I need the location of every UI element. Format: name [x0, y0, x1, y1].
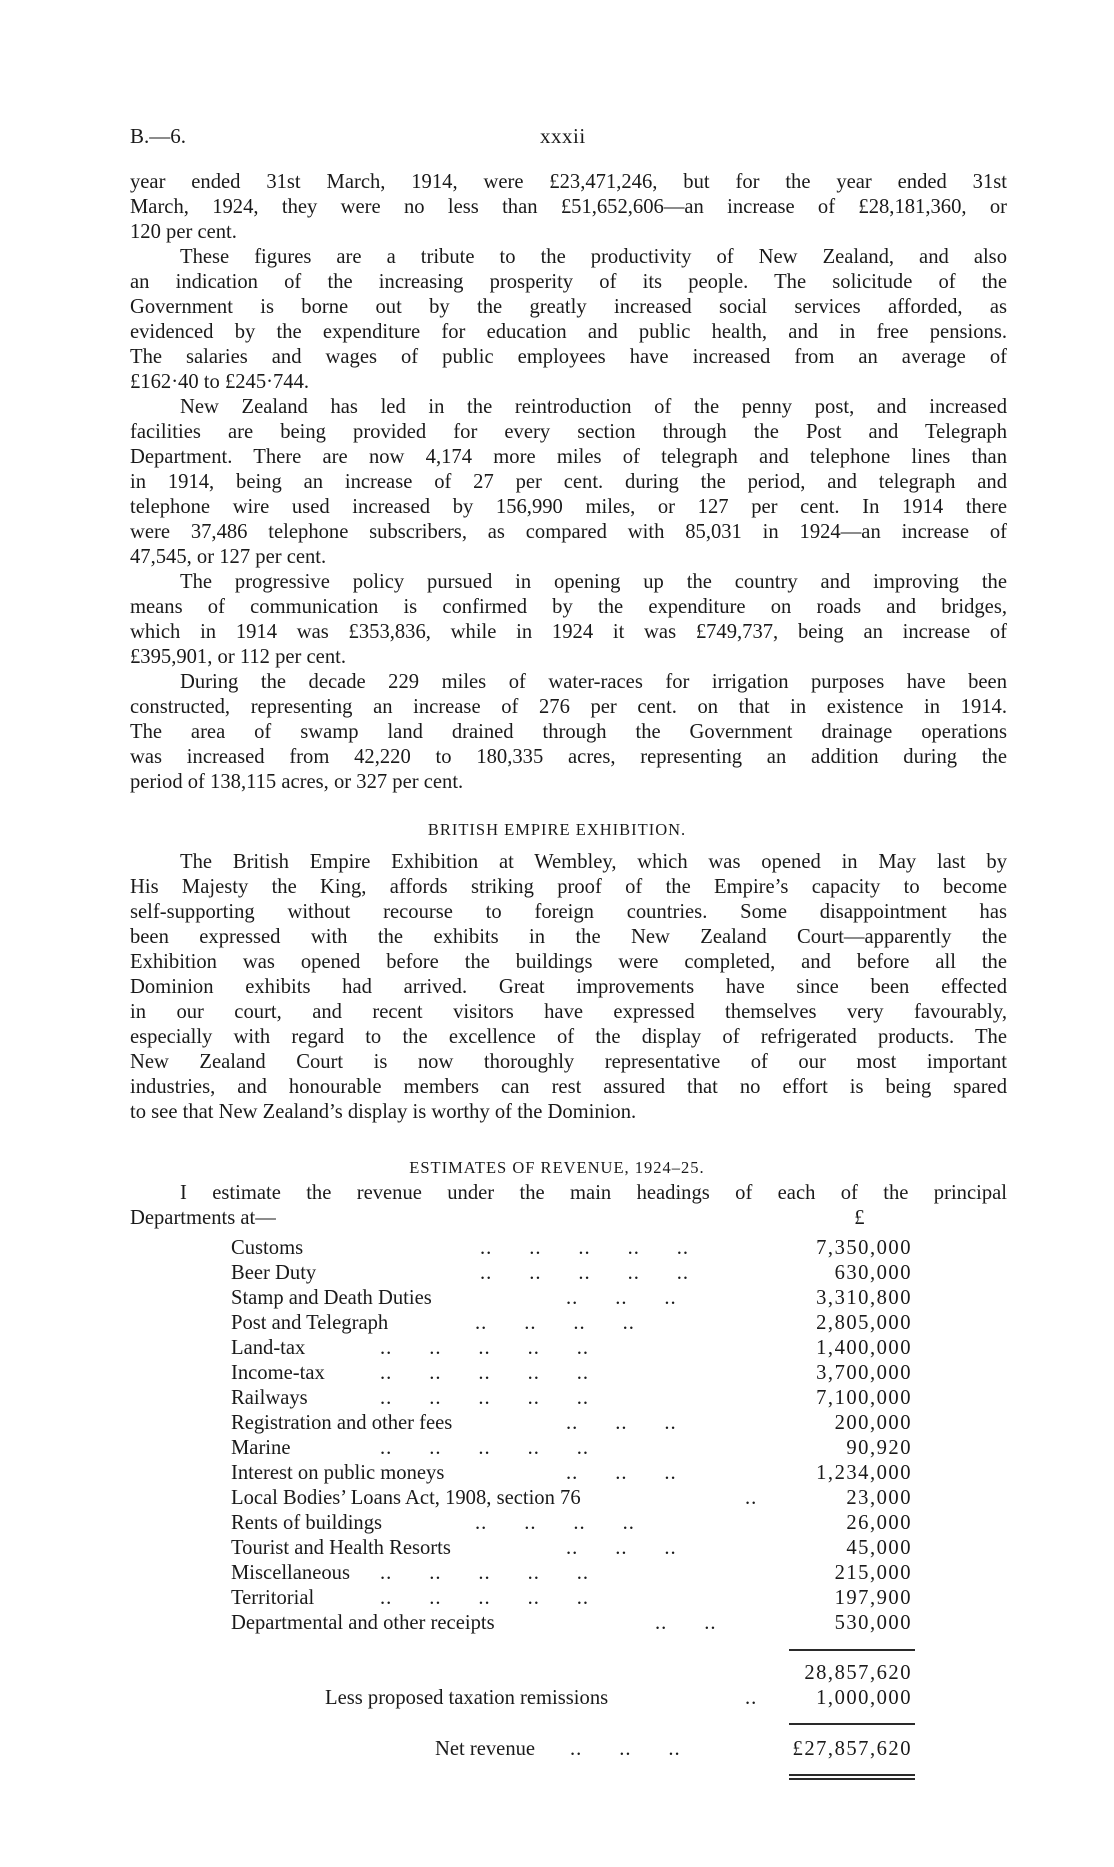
leader-dots: .. .. .. ..	[475, 1312, 635, 1334]
document-reference: B.—6.	[130, 124, 187, 148]
leader-dots: .. .. .. .. ..	[480, 1237, 690, 1259]
leader-dots: .. .. .. .. ..	[380, 1387, 590, 1409]
text-line: evidenced by the expenditure for education and public health, and in free pensions.	[130, 321, 1007, 343]
row-amount: 3,310,800	[816, 1287, 912, 1309]
row-label: Registration and other fees	[231, 1412, 453, 1434]
text-line: in our court, and recent visitors have expressed themselves very favourably,	[130, 1001, 1007, 1023]
text-line: which in 1914 was £353,836, while in 1924 it was £749,737, being an increase of	[130, 621, 1007, 643]
leader-dots: .. .. .. .. ..	[380, 1362, 590, 1384]
row-amount: 45,000	[846, 1537, 912, 1559]
text-line: The salaries and wages of public employees have increased from an average of	[130, 346, 1007, 368]
row-label: Miscellaneous	[231, 1562, 350, 1584]
text-line: Government is borne out by the greatly increased social services afforded, as	[130, 296, 1007, 318]
net-revenue-label: Net revenue	[435, 1738, 536, 1760]
text-line: March, 1924, they were no less than £51,652,606—an increase of £28,181,360, or	[130, 196, 1007, 218]
leader-dots: .. .. ..	[566, 1537, 677, 1559]
text-line: His Majesty the King, affords striking proof of the Empire’s capacity to become	[130, 876, 1007, 898]
row-amount: 90,920	[846, 1437, 912, 1459]
currency-column-header: £	[854, 1207, 866, 1229]
row-amount: 3,700,000	[816, 1362, 912, 1384]
row-amount: 26,000	[846, 1512, 912, 1534]
text-line: to see that New Zealand’s display is worthy of the Dominion.	[130, 1101, 637, 1123]
text-line: especially with regard to the excellence of the display of refrigerated products. The	[130, 1026, 1007, 1048]
row-label: Stamp and Death Duties	[231, 1287, 432, 1309]
text-line: was increased from 42,220 to 180,335 acres, representing an addition during the	[130, 746, 1007, 768]
row-label: Tourist and Health Resorts	[231, 1537, 451, 1559]
section-heading-estimates: ESTIMATES OF REVENUE, 1924–25.	[409, 1158, 705, 1177]
text-line: £162·40 to £245·744.	[130, 371, 310, 393]
leader-dots: .. .. .. .. ..	[380, 1587, 590, 1609]
text-line: an indication of the increasing prosperity of its people. The solicitude of the	[130, 271, 1007, 293]
text-line: Exhibition was opened before the buildings were completed, and before all the	[130, 951, 1007, 973]
row-amount: 7,100,000	[816, 1387, 912, 1409]
text-line: year ended 31st March, 1914, were £23,471,246, but for the year ended 31st	[130, 171, 1007, 193]
leader-dots: .. .. .. .. ..	[480, 1262, 690, 1284]
paragraph-roads-bridges	[130, 570, 1007, 670]
leader-dots: ..	[745, 1487, 758, 1509]
text-line: 120 per cent.	[130, 221, 237, 243]
text-line: These figures are a tribute to the productivity of New Zealand, and also	[180, 246, 1007, 268]
paragraph-revenue-comparison	[130, 170, 1007, 245]
text-line: 47,545, or 127 per cent.	[130, 546, 327, 568]
page-number: xxxii	[540, 124, 586, 148]
row-amount: 2,805,000	[816, 1312, 912, 1334]
leader-dots: .. .. ..	[566, 1462, 677, 1484]
paragraph-post-telegraph	[130, 395, 1007, 570]
text-line: means of communication is confirmed by the expenditure on roads and bridges,	[130, 596, 1007, 618]
row-amount: 1,400,000	[816, 1337, 912, 1359]
text-line: £395,901, or 112 per cent.	[130, 646, 346, 668]
leader-dots: .. .. .. .. ..	[380, 1562, 590, 1584]
text-line: Dominion exhibits had arrived. Great improvements have since been effected	[130, 976, 1007, 998]
total-rule	[789, 1723, 915, 1725]
leader-dots: .. .. .. ..	[475, 1512, 635, 1534]
text-line: industries, and honourable members can rest assured that no effort is being spared	[130, 1076, 1007, 1098]
row-label: Land-tax	[231, 1337, 306, 1359]
text-line: been expressed with the exhibits in the New Zealand Court—apparently the	[130, 926, 1007, 948]
paragraph-exhibition	[130, 850, 1007, 1125]
text-line: telephone wire used increased by 156,990 miles, or 127 per cent. In 1914 there	[130, 496, 1007, 518]
subtotal-amount: 28,857,620	[804, 1662, 912, 1684]
row-amount: 23,000	[846, 1487, 912, 1509]
text-line: facilities are being provided for every section through the Post and Telegraph	[130, 421, 1007, 443]
text-line: New Zealand Court is now thoroughly representative of our most important	[130, 1051, 1007, 1073]
leader-dots: .. .. .. .. ..	[380, 1437, 590, 1459]
row-amount: 7,350,000	[816, 1237, 912, 1259]
section-heading-exhibition: BRITISH EMPIRE EXHIBITION.	[427, 820, 687, 839]
net-revenue-amount: £27,857,620	[792, 1738, 912, 1760]
text-line: The area of swamp land drained through the Government drainage operations	[130, 721, 1007, 743]
row-label: Interest on public moneys	[231, 1462, 445, 1484]
row-amount: 530,000	[834, 1612, 912, 1634]
text-line: New Zealand has led in the reintroduction of the penny post, and increased	[180, 396, 1007, 418]
remissions-label: Less proposed taxation remissions	[325, 1687, 609, 1709]
row-amount: 197,900	[834, 1587, 912, 1609]
row-label: Departmental and other receipts	[231, 1612, 495, 1634]
paragraph-estimates-intro	[130, 1181, 1007, 1231]
row-label: Marine	[231, 1437, 291, 1459]
row-amount: 215,000	[834, 1562, 912, 1584]
text-line: The progressive policy pursued in opening up the country and improving the	[180, 571, 1007, 593]
leader-dots: .. .. ..	[566, 1287, 677, 1309]
text-line: Department. There are now 4,174 more miles of telegraph and telephone lines than	[130, 446, 1007, 468]
remissions-amount: 1,000,000	[816, 1687, 912, 1709]
text-line: The British Empire Exhibition at Wembley, which was opened in May last by	[180, 851, 1007, 873]
paragraph-irrigation-drainage	[130, 670, 1007, 795]
row-label: Rents of buildings	[231, 1512, 383, 1534]
subtotal-rule	[789, 1649, 915, 1651]
text-line: I estimate the revenue under the main headings of each of the principal	[180, 1182, 1007, 1204]
row-label: Local Bodies’ Loans Act, 1908, section 76	[231, 1487, 581, 1509]
row-label: Territorial	[231, 1587, 315, 1609]
text-line: Departments at—	[130, 1207, 276, 1229]
text-line: period of 138,115 acres, or 327 per cent.	[130, 771, 464, 793]
leader-dots: .. .. ..	[566, 1412, 677, 1434]
leader-dots: .. .. .. .. ..	[380, 1337, 590, 1359]
leader-dots: ..	[745, 1687, 758, 1709]
text-line: self-supporting without recourse to foreign countries. Some disappointment has	[130, 901, 1007, 923]
net-total-double-rule	[789, 1774, 915, 1776]
row-label: Income-tax	[231, 1362, 325, 1384]
row-label: Customs	[231, 1237, 304, 1259]
leader-dots: .. .. ..	[570, 1738, 681, 1760]
row-label: Beer Duty	[231, 1262, 317, 1284]
row-label: Railways	[231, 1387, 308, 1409]
row-amount: 630,000	[834, 1262, 912, 1284]
row-label: Post and Telegraph	[231, 1312, 389, 1334]
paragraph-prosperity	[130, 245, 1007, 395]
text-line: During the decade 229 miles of water-races for irrigation purposes have been	[180, 671, 1007, 693]
row-amount: 1,234,000	[816, 1462, 912, 1484]
text-line: were 37,486 telephone subscribers, as compared with 85,031 in 1924—an increase of	[130, 521, 1007, 543]
text-line: in 1914, being an increase of 27 per cent. during the period, and telegraph and	[130, 471, 1007, 493]
leader-dots: .. ..	[655, 1612, 717, 1634]
row-amount: 200,000	[834, 1412, 912, 1434]
text-line: constructed, representing an increase of 276 per cent. on that in existence in 1914.	[130, 696, 1007, 718]
